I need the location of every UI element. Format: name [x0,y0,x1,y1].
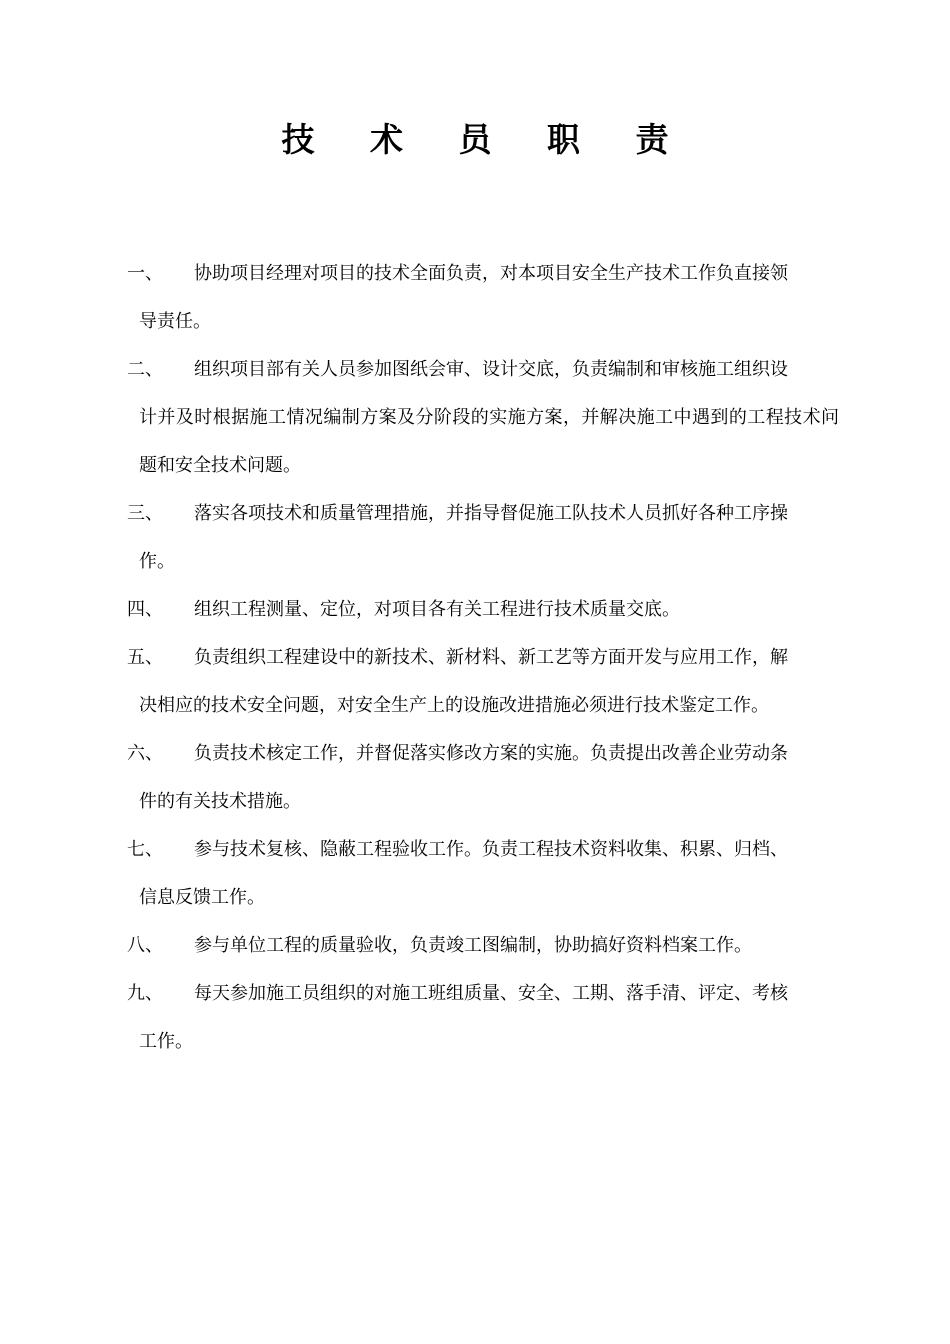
item-text [139,970,839,1066]
item-text-first-line: 落实各项技术和质量管理措施，并指导督促施工队技术人员抓好各种工序操 [194,503,788,524]
item-text-first-line: 参与技术复核、隐蔽工程验收工作。负责工程技术资料收集、积累、归档、 [194,839,788,860]
page-title: 技 术 员 职 责 [281,120,691,159]
item-text-first-line: 组织项目部有关人员参加图纸会审、设计交底，负责编制和审核施工组织设 [194,359,788,380]
item-number: 四、 [127,599,163,620]
item-text [139,826,839,922]
item-number: 九、 [127,983,163,1004]
item-number: 五、 [127,647,163,668]
item-text [194,922,839,970]
item-text [194,586,839,634]
list-item [127,970,839,1066]
list-item [127,922,839,970]
item-text-first-line: 组织工程测量、定位，对项目各有关工程进行技术质量交底。 [194,599,680,620]
item-text-continuation: 决相应的技术安全问题，对安全生产上的设施改进措施必须进行技术鉴定工作。 [139,695,769,716]
list-item [127,586,839,634]
item-text [139,634,839,730]
list-item [127,490,839,586]
item-text-first-line: 负责技术核定工作，并督促落实修改方案的实施。负责提出改善企业劳动条 [194,743,788,764]
item-number: 八、 [127,935,163,956]
item-text-first-line: 每天参加施工员组织的对施工班组质量、安全、工期、落手清、评定、考核 [194,983,788,1004]
duty-list [127,250,839,1066]
item-number: 二、 [127,359,163,380]
list-item [127,346,839,490]
list-item [127,730,839,826]
item-number: 七、 [127,839,163,860]
list-item [127,250,839,346]
item-text-continuation: 工作。 [139,1031,193,1052]
item-number: 三、 [127,503,163,524]
item-number: 六、 [127,743,163,764]
list-item [127,826,839,922]
item-number: 一、 [127,263,163,284]
item-text-continuation: 计并及时根据施工情况编制方案及分阶段的实施方案，并解决施工中遇到的工程技术问题和安全技术问题。 [139,407,839,476]
item-text-first-line: 参与单位工程的质量验收，负责竣工图编制，协助搞好资料档案工作。 [194,935,752,956]
item-text [139,730,839,826]
item-text [139,346,839,490]
item-text-first-line: 负责组织工程建设中的新技术、新材料、新工艺等方面开发与应用工作，解 [194,647,788,668]
list-item [127,634,839,730]
item-text [139,250,839,346]
item-text [139,490,839,586]
item-text-continuation: 件的有关技术措施。 [139,791,301,812]
item-text-continuation: 导责任。 [139,311,211,332]
item-text-first-line: 协助项目经理对项目的技术全面负责，对本项目安全生产技术工作负直接领 [194,263,788,284]
item-text-continuation: 信息反馈工作。 [139,887,265,908]
item-text-continuation: 作。 [139,551,175,572]
